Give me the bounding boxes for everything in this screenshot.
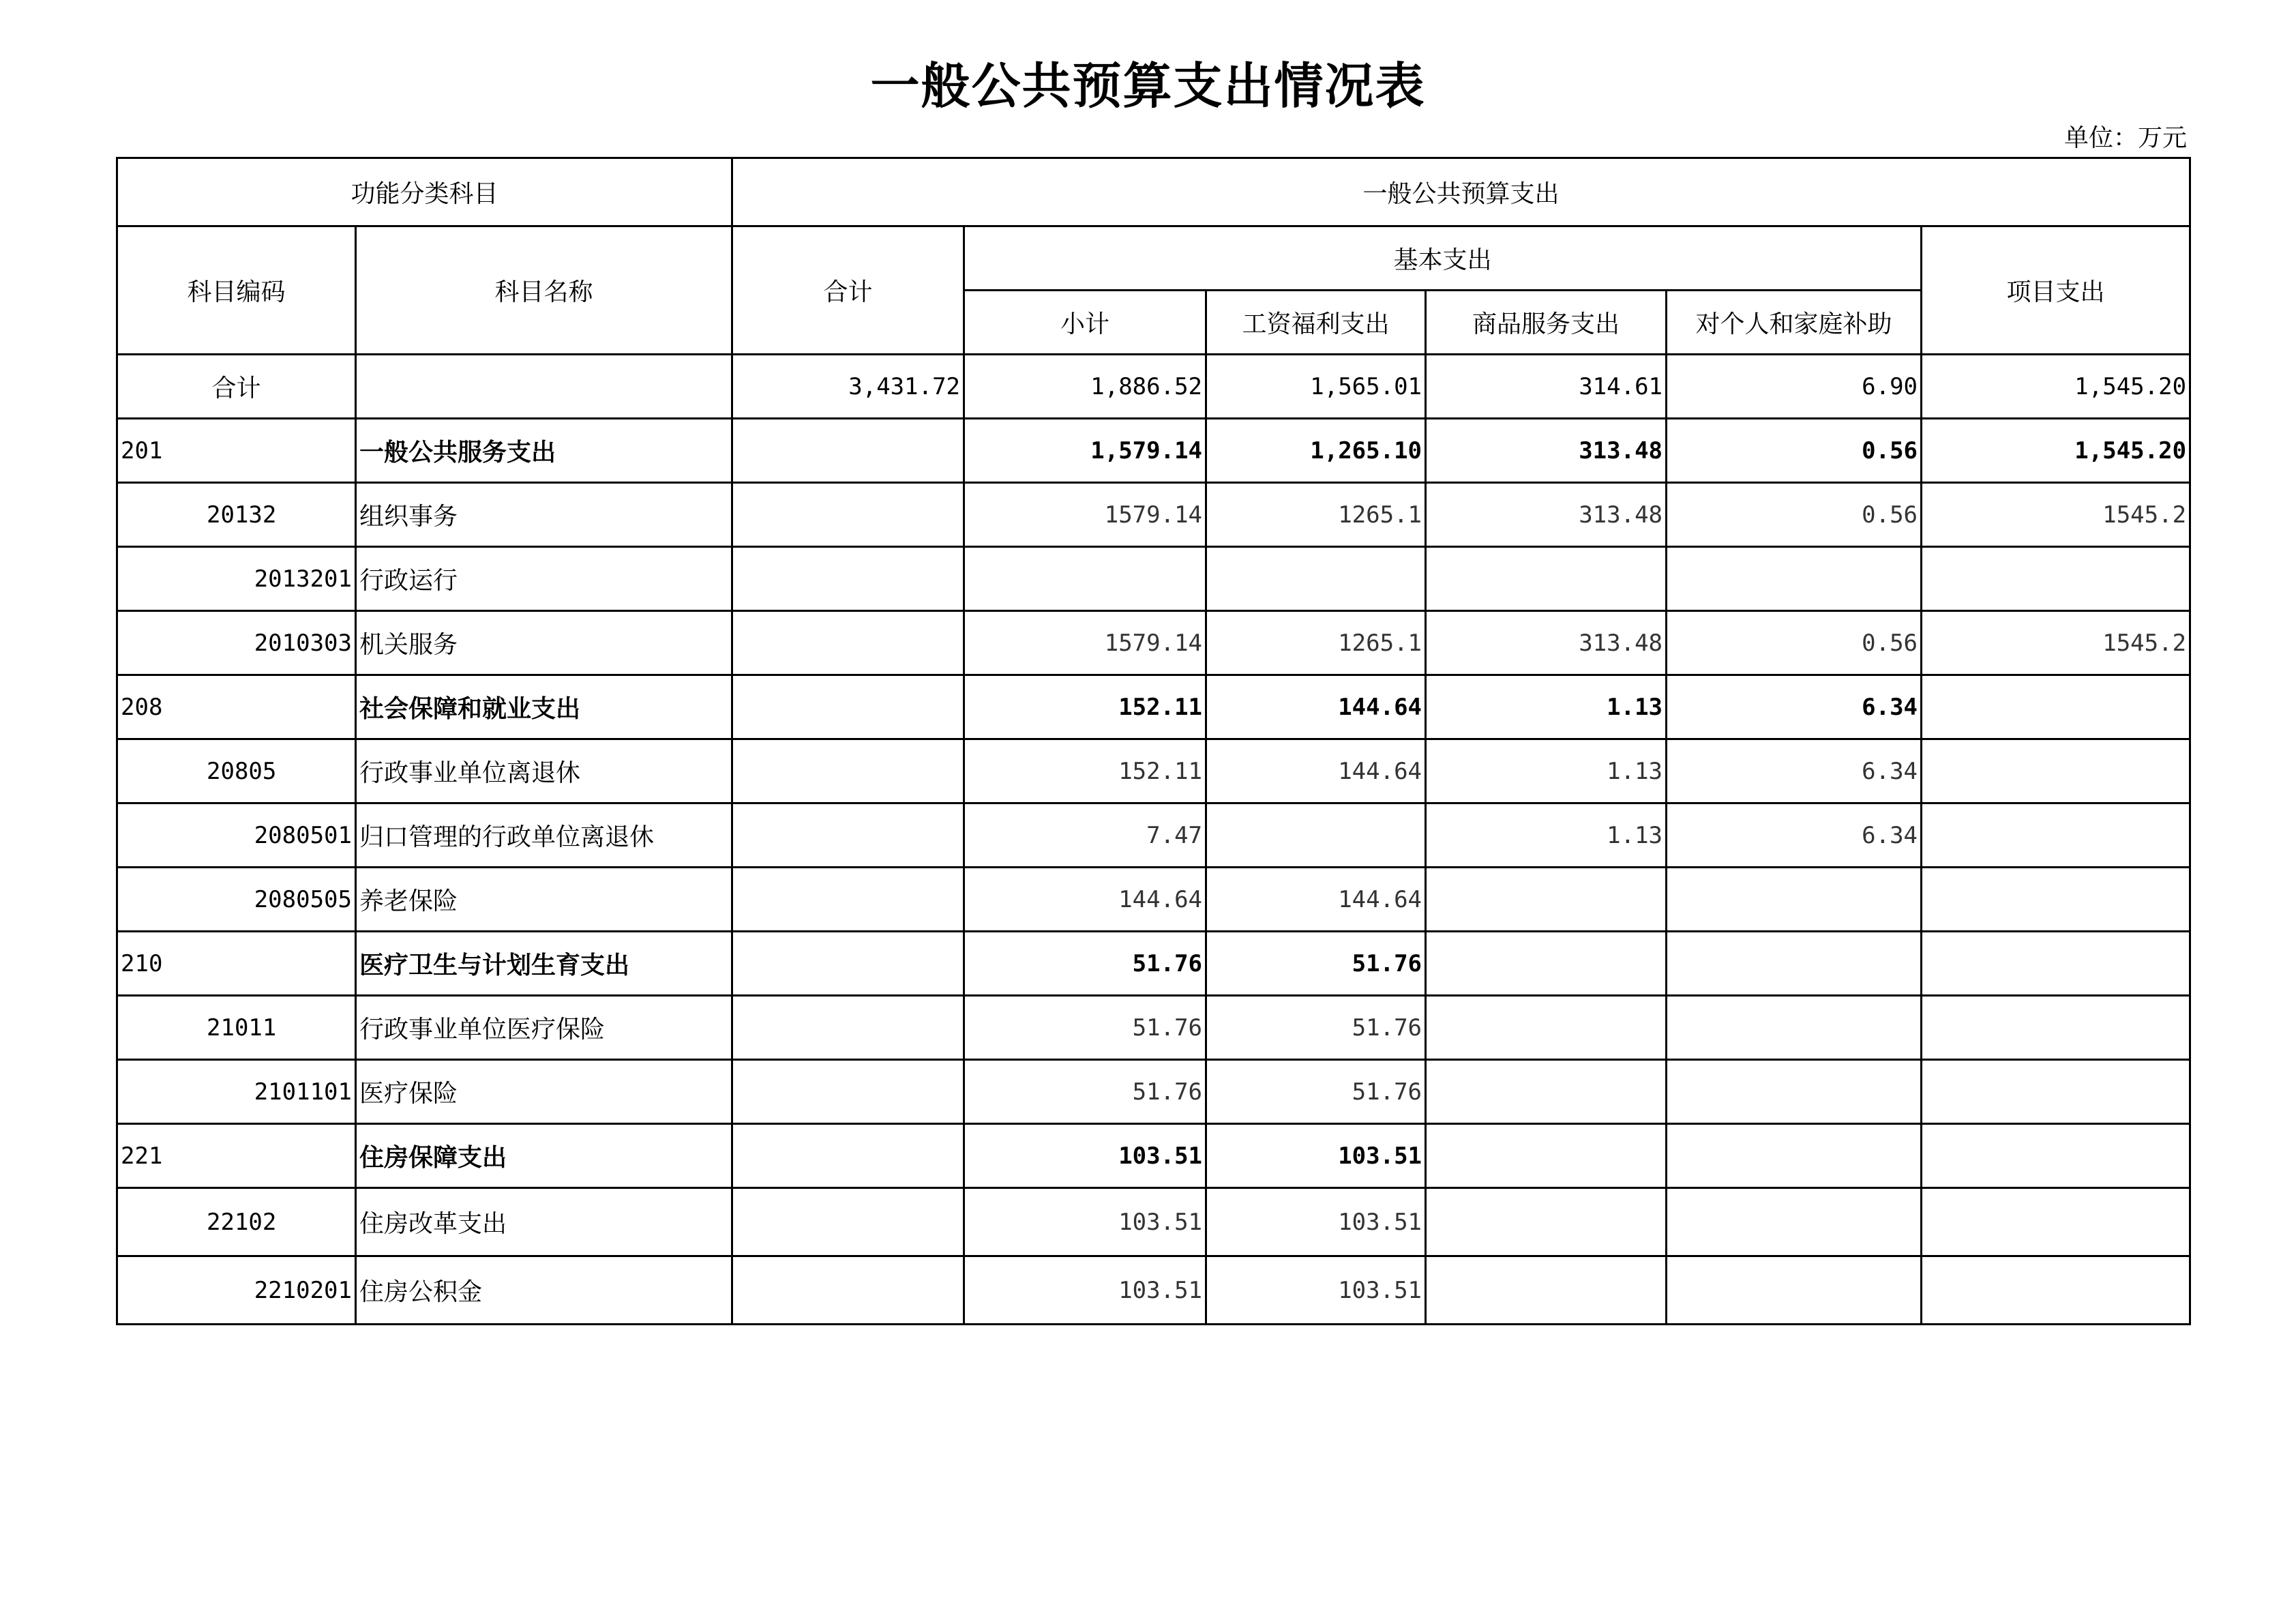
row-name: 住房改革支出 [356, 1188, 732, 1256]
total-subsidy: 6.90 [1667, 355, 1922, 419]
row-goods [1426, 996, 1667, 1060]
row-subsidy [1667, 1124, 1922, 1188]
budget-table [116, 157, 2191, 1325]
total-name-cell [356, 355, 732, 419]
row-code: 2080501 [117, 803, 356, 868]
row-subsidy: 6.34 [1667, 675, 1922, 739]
row-code: 210 [117, 932, 356, 996]
total-total: 3,431.72 [732, 355, 964, 419]
total-subtotal: 1,886.52 [964, 355, 1206, 419]
row-code: 208 [117, 675, 356, 739]
row-salary: 103.51 [1206, 1256, 1426, 1325]
row-salary: 1265.1 [1206, 611, 1426, 675]
row-project [1922, 1124, 2190, 1188]
row-total [732, 675, 964, 739]
row-code: 2210201 [117, 1256, 356, 1325]
row-salary: 144.64 [1206, 868, 1426, 932]
row-name: 行政运行 [356, 547, 732, 611]
table-row [117, 419, 2190, 483]
row-salary [1206, 803, 1426, 868]
row-subsidy [1667, 868, 1922, 932]
row-subtotal: 7.47 [964, 803, 1206, 868]
data-rows [117, 419, 2190, 1325]
total-label: 合计 [117, 355, 356, 419]
row-total [732, 1256, 964, 1325]
row-salary: 1,265.10 [1206, 419, 1426, 483]
table-row [117, 739, 2190, 803]
table-row [117, 868, 2190, 932]
header-budget: 一般公共预算支出 [732, 158, 2190, 226]
row-name: 行政事业单位离退休 [356, 739, 732, 803]
row-project [1922, 739, 2190, 803]
row-code: 2010303 [117, 611, 356, 675]
row-salary: 103.51 [1206, 1124, 1426, 1188]
header-salary: 工资福利支出 [1206, 291, 1426, 355]
row-project [1922, 1060, 2190, 1124]
row-subsidy: 0.56 [1667, 483, 1922, 547]
row-subtotal: 144.64 [964, 868, 1206, 932]
total-goods: 314.61 [1426, 355, 1667, 419]
row-project [1922, 1256, 2190, 1325]
table-row [117, 932, 2190, 996]
row-goods: 313.48 [1426, 419, 1667, 483]
header-category: 功能分类科目 [117, 158, 732, 226]
total-project: 1,545.20 [1922, 355, 2190, 419]
row-project: 1545.2 [1922, 611, 2190, 675]
row-goods: 313.48 [1426, 483, 1667, 547]
row-total [732, 996, 964, 1060]
row-name: 医疗卫生与计划生育支出 [356, 932, 732, 996]
row-subtotal: 51.76 [964, 932, 1206, 996]
row-subsidy: 0.56 [1667, 419, 1922, 483]
row-total [732, 611, 964, 675]
table-row [117, 996, 2190, 1060]
row-subsidy [1667, 1060, 1922, 1124]
row-subtotal: 152.11 [964, 739, 1206, 803]
row-project [1922, 803, 2190, 868]
table-row [117, 547, 2190, 611]
table-row [117, 675, 2190, 739]
row-subsidy [1667, 1188, 1922, 1256]
row-project: 1,545.20 [1922, 419, 2190, 483]
row-salary: 144.64 [1206, 739, 1426, 803]
row-project: 1545.2 [1922, 483, 2190, 547]
row-goods: 313.48 [1426, 611, 1667, 675]
row-goods [1426, 868, 1667, 932]
header-code: 科目编码 [117, 226, 356, 355]
row-name: 医疗保险 [356, 1060, 732, 1124]
row-name: 归口管理的行政单位离退休 [356, 803, 732, 868]
row-goods [1426, 1060, 1667, 1124]
unit-label: 单位：万元 [2063, 124, 2187, 152]
row-salary: 51.76 [1206, 996, 1426, 1060]
row-subtotal: 1579.14 [964, 483, 1206, 547]
row-name: 住房保障支出 [356, 1124, 732, 1188]
row-code: 2101101 [117, 1060, 356, 1124]
row-name: 组织事务 [356, 483, 732, 547]
table-row [117, 1060, 2190, 1124]
row-total [732, 1124, 964, 1188]
row-name: 行政事业单位医疗保险 [356, 996, 732, 1060]
row-subtotal: 103.51 [964, 1124, 1206, 1188]
row-total [732, 483, 964, 547]
row-subsidy: 0.56 [1667, 611, 1922, 675]
row-project [1922, 675, 2190, 739]
total-salary: 1,565.01 [1206, 355, 1426, 419]
row-salary: 51.76 [1206, 932, 1426, 996]
row-code: 21011 [117, 996, 356, 1060]
row-subsidy [1667, 996, 1922, 1060]
table-row [117, 611, 2190, 675]
header-goods: 商品服务支出 [1426, 291, 1667, 355]
row-project [1922, 868, 2190, 932]
row-subtotal: 103.51 [964, 1188, 1206, 1256]
table-row [117, 1124, 2190, 1188]
row-code: 20132 [117, 483, 356, 547]
row-subsidy: 6.34 [1667, 803, 1922, 868]
row-goods [1426, 1256, 1667, 1325]
row-goods [1426, 547, 1667, 611]
row-project [1922, 996, 2190, 1060]
row-project [1922, 1188, 2190, 1256]
row-subsidy [1667, 1256, 1922, 1325]
row-salary [1206, 547, 1426, 611]
table-row [117, 1256, 2190, 1325]
row-subtotal: 103.51 [964, 1256, 1206, 1325]
row-total [732, 739, 964, 803]
header-total: 合计 [732, 226, 964, 355]
header-basic: 基本支出 [964, 226, 1922, 291]
table-row [117, 1188, 2190, 1256]
table-row [117, 483, 2190, 547]
row-name: 养老保险 [356, 868, 732, 932]
row-subtotal: 1579.14 [964, 611, 1206, 675]
row-total [732, 868, 964, 932]
row-name: 一般公共服务支出 [356, 419, 732, 483]
row-salary: 51.76 [1206, 1060, 1426, 1124]
row-subtotal [964, 547, 1206, 611]
row-subsidy [1667, 547, 1922, 611]
header-subtotal: 小计 [964, 291, 1206, 355]
row-total [732, 547, 964, 611]
row-goods: 1.13 [1426, 739, 1667, 803]
row-total [732, 1188, 964, 1256]
row-subtotal: 152.11 [964, 675, 1206, 739]
row-code: 22102 [117, 1188, 356, 1256]
header-project: 项目支出 [1922, 226, 2190, 355]
row-code: 221 [117, 1124, 356, 1188]
row-project [1922, 932, 2190, 996]
row-goods [1426, 1188, 1667, 1256]
row-total [732, 932, 964, 996]
row-goods: 1.13 [1426, 675, 1667, 739]
total-row [117, 355, 2190, 419]
row-project [1922, 547, 2190, 611]
row-name: 机关服务 [356, 611, 732, 675]
row-goods [1426, 932, 1667, 996]
page-title: 一般公共预算支出情况表 [870, 57, 1426, 115]
row-salary: 103.51 [1206, 1188, 1426, 1256]
row-code: 2013201 [117, 547, 356, 611]
row-name: 社会保障和就业支出 [356, 675, 732, 739]
row-total [732, 803, 964, 868]
header-name: 科目名称 [356, 226, 732, 355]
row-code: 201 [117, 419, 356, 483]
row-total [732, 1060, 964, 1124]
row-code: 20805 [117, 739, 356, 803]
row-code: 2080505 [117, 868, 356, 932]
row-subtotal: 1,579.14 [964, 419, 1206, 483]
row-goods: 1.13 [1426, 803, 1667, 868]
row-name: 住房公积金 [356, 1256, 732, 1325]
table-row [117, 803, 2190, 868]
row-subsidy [1667, 932, 1922, 996]
row-salary: 1265.1 [1206, 483, 1426, 547]
row-subtotal: 51.76 [964, 1060, 1206, 1124]
row-salary: 144.64 [1206, 675, 1426, 739]
header-row-1 [117, 158, 2190, 226]
row-subtotal: 51.76 [964, 996, 1206, 1060]
row-subsidy: 6.34 [1667, 739, 1922, 803]
header-row-2 [117, 226, 2190, 291]
row-goods [1426, 1124, 1667, 1188]
row-total [732, 419, 964, 483]
header-subsidy: 对个人和家庭补助 [1667, 291, 1922, 355]
